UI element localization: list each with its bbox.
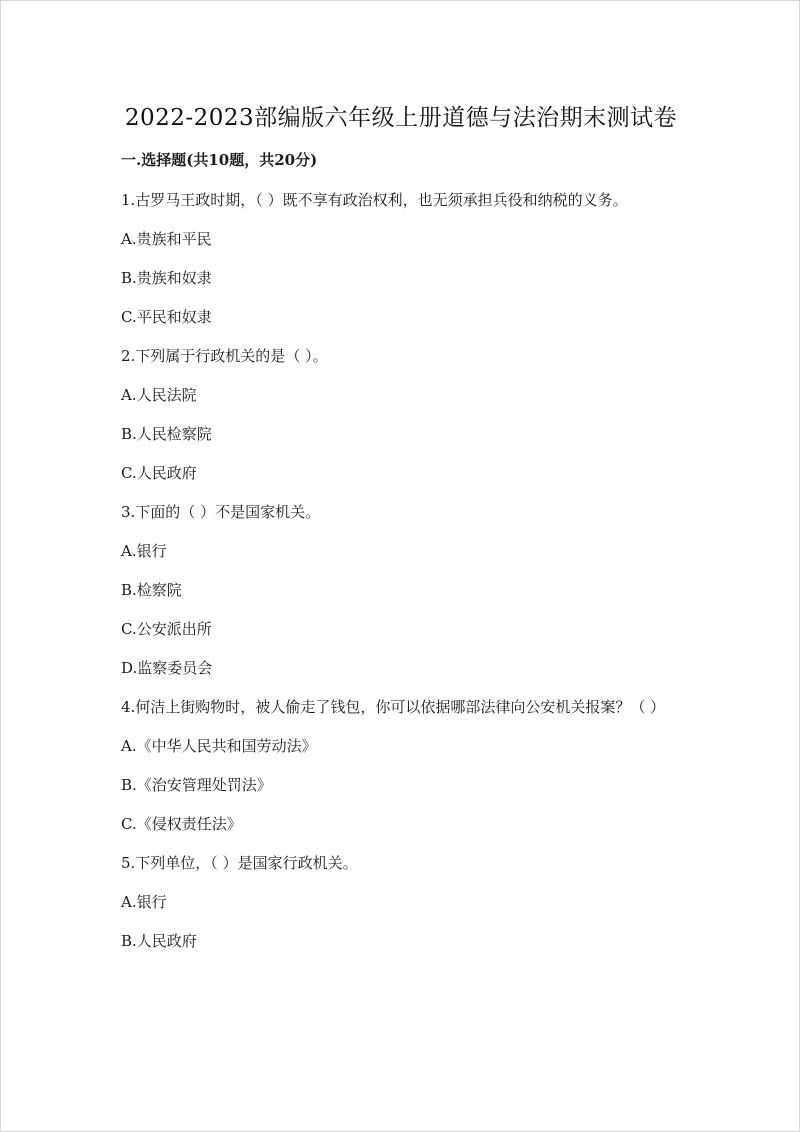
option-a: A.《中华人民共和国劳动法》 (121, 737, 317, 755)
question-2 (121, 345, 691, 484)
option-c: C.人民政府 (121, 464, 197, 482)
option-d: D.监察委员会 (121, 659, 213, 677)
option-b: B.贵族和奴隶 (121, 269, 212, 287)
document-content (121, 149, 691, 969)
question-4 (121, 696, 691, 835)
option-a: A.银行 (121, 893, 167, 911)
option-b: B.人民检察院 (121, 425, 212, 443)
question-text: 5.下列单位，（ ）是国家行政机关。 (121, 854, 358, 872)
option-b: B.检察院 (121, 581, 182, 599)
option-c: C.公安派出所 (121, 620, 212, 638)
document-title: 2022-2023部编版六年级上册道德与法治期末测试卷 (124, 105, 678, 131)
option-c: C.《侵权责任法》 (121, 815, 242, 833)
question-text: 4.何洁上街购物时，被人偷走了钱包，你可以依据哪部法律向公安机关报案？（ ） (121, 698, 666, 716)
option-b: B.《治安管理处罚法》 (121, 776, 272, 794)
question-text: 2.下列属于行政机关的是（ ）。 (121, 347, 328, 365)
question-1 (121, 189, 691, 328)
section-heading: 一.选择题(共10题，共20分) (121, 151, 318, 169)
option-b: B.人民政府 (121, 932, 197, 950)
question-text: 1.古罗马王政时期，（ ）既不享有政治权利，也无须承担兵役和纳税的义务。 (121, 191, 628, 209)
question-text: 3.下面的（ ）不是国家机关。 (121, 503, 321, 521)
question-3 (121, 501, 691, 679)
option-a: A.银行 (121, 542, 167, 560)
option-a: A.人民法院 (121, 386, 197, 404)
option-c: C.平民和奴隶 (121, 308, 212, 326)
option-a: A.贵族和平民 (121, 230, 212, 248)
question-5 (121, 852, 691, 952)
